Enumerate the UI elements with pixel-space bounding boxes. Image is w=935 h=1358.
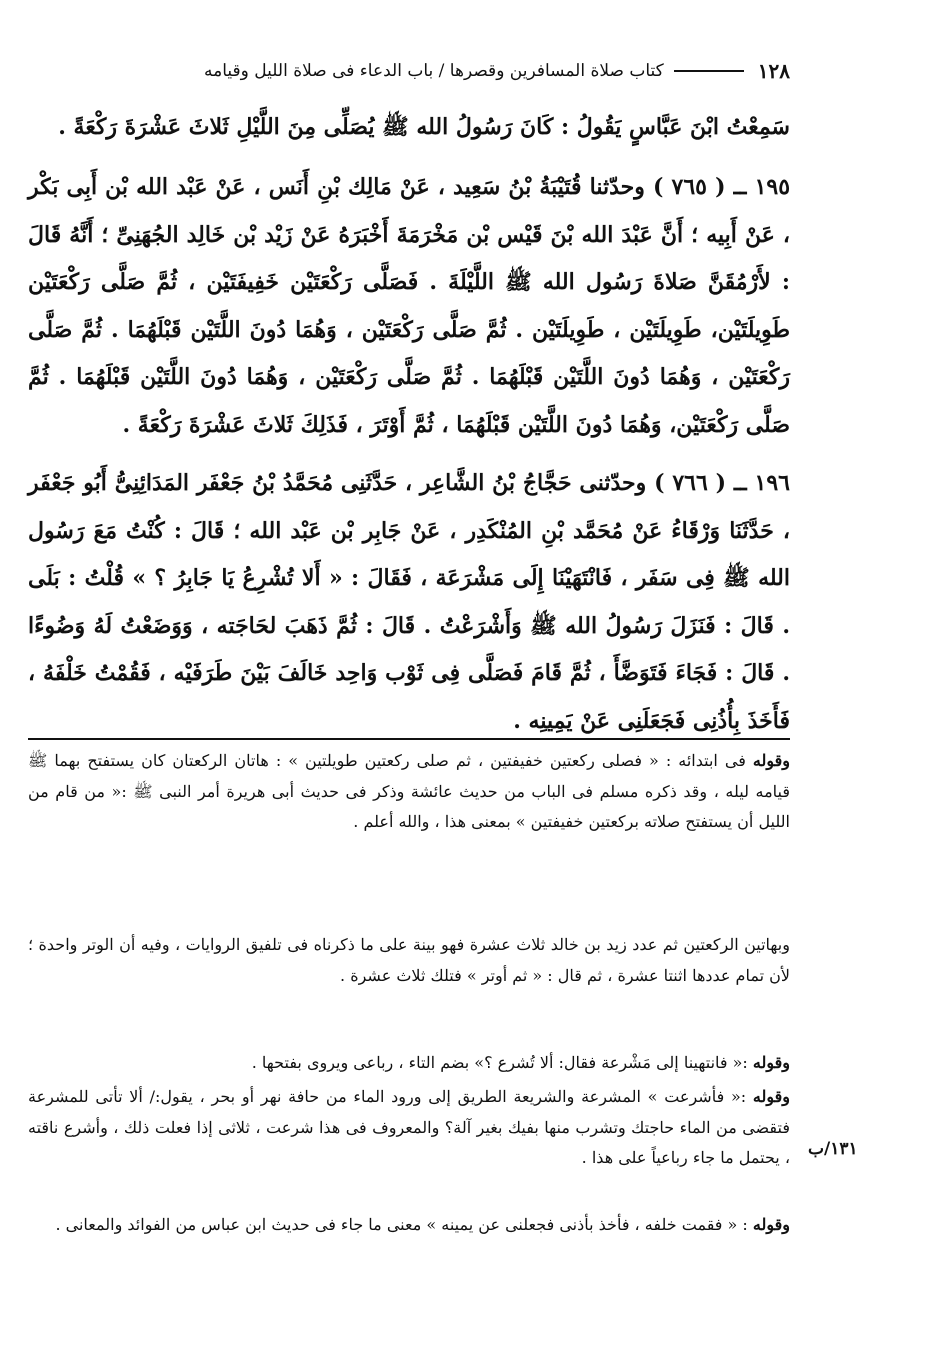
commentary-note [28,746,790,838]
commentary-note [28,1082,790,1174]
note-keyword: وقوله [752,1215,790,1234]
hadith-196-text: ١٩٦ ــ ( ٧٦٦ ) وحدّثنى حَجَّاجُ بْنُ الشَّاعِر ، حَدَّثَنِى مُحَمَّدُ بْنُ جَعْفَر المَدَائِنِىُّ أَبُو جَعْفَر ، حَدَّثَنَا وَرْقَاءُ عَنْ مُحَمَّد بْنِ المُنْكَدِر ، عَنْ جَابِر بْن عَبْد الله ؛ قَالَ : كُنْتُ مَعَ رَسُول الله ﷺ فِى سَفَر ، فَانْتَهَيْنَا إِلَى مَشْرَعَة ، فَقَالَ : « أَلا تُشْرِعُ يَا جَابِرُ ؟ » قُلْتُ : بَلَى . قَالَ : فَنَزَلَ رَسُولُ الله ﷺ وَأَشْرَعْتُ . قَالَ : ثُمَّ ذَهَبَ لحَاجَته ، وَوَضَعْتُ لَهُ وَضُوءًا . قَالَ : فَجَاءَ فَتَوَضَّأَ ، ثُمَّ قَامَ فَصَلَّى فِى ثَوْب وَاحِد خَالَفَ بَيْنَ طَرَفَيْه ، فَقُمْتُ خَلْفَهُ ، فَأَخَذَ بِأُذُنِى فَجَعَلَنِى عَنْ يَمِينِه . [28,470,790,734]
footnote-divider [28,738,790,740]
commentary-note [28,1048,790,1079]
commentary-note [28,930,790,991]
note-text: :« فأشرعت » المشرعة والشريعة الطريق إلى ورود الماء من حافة نهر أو بحر ، يقول:/ ألا تأتى للمشرعة فتقضى من الماء حاجتك وتشرب منها بفيك بغير آلة؟ والمعروف فى هذا شرعت ، ثلاثى إذا فعلت ذلك ، وأشرع ناقته ، يحتمل ما جاء رباعياً على هذا . [28,1087,790,1167]
note-text: وبهاتين الركعتين ثم عدد زيد بن خالد ثلاث عشرة فهو بينة على ما ذكرناه فى تلفيق الروايات ، وفيه أن الوتر واحدة ؛ لأن تمام عددها اثنتا عشرة ، ثم قال : « ثم أوتر » فتلك ثلاث عشرة . [28,935,790,985]
manuscript-folio-reference: ١٣١/ب [808,1139,858,1159]
hadith-196 [28,460,790,745]
hadith-195 [28,164,790,449]
running-title: كتاب صلاة المسافرين وقصرها / باب الدعاء فى صلاة الليل وقيامه [204,61,664,81]
note-text: :« فانتهينا إلى مَشْرعة فقال: ألا تُشرع ؟» بضم التاء ، رباعى ويروى بفتحها . [251,1053,748,1072]
commentary-note [28,1210,790,1241]
note-text: : « فقمت خلفه ، فأخذ بأذنى فجعلنى عن يمينه » معنى ما جاء فى حديث ابن عباس من الفوائد والمعانى . [55,1215,748,1234]
hadith-195-text: ١٩٥ ــ ( ٧٦٥ ) وحدّثنا قُتَيْبَةُ بْنُ سَعِيد ، عَنْ مَالِك بْنِ أَنَس ، عَنْ عَبْد الله بْن أَبِى بَكْر ، عَنْ أَبِيه ؛ أَنَّ عَبْدَ الله بْنَ قَيْس بْن مَخْرَمَةَ أَخْبَرَهُ عَنْ زَيْد بْن خَالِد الجُهَنِىِّ ؛ أَنَّهُ قَالَ : لأَرْمُقَنَّ صَلاةَ رَسُول الله ﷺ اللَّيْلَةَ . فَصَلَّى رَكْعَتَيْن خَفِيفَتَيْن ، ثُمَّ صَلَّى رَكْعَتَيْن طَوِيلَتَيْن، طَوِيلَتَيْن ، طَوِيلَتَيْن . ثُمَّ صَلَّى رَكْعَتَيْن ، وَهُمَا دُونَ اللَّتَيْن قَبْلَهُمَا . ثُمَّ صَلَّى رَكْعَتَيْن ، وَهُمَا دُونَ اللَّتَيْن قَبْلَهُمَا . ثُمَّ صَلَّى رَكْعَتَيْن ، وَهُمَا دُونَ اللَّتَيْن قَبْلَهُمَا . ثُمَّ صَلَّى رَكْعَتَيْن، وَهُمَا دُونَ اللَّتَيْن قَبْلَهُمَا ، ثُمَّ أَوْتَرَ ، فَذَلِكَ ثَلاثَ عَشْرَةَ رَكْعَةً . [28,174,791,438]
note-keyword: وقوله [752,751,790,770]
page-header [30,56,790,86]
hadith-continuation-text: سَمِعْتُ ابْنَ عَبَّاسٍ يَقُولُ : كَانَ رَسُولُ الله ﷺ يُصَلِّى مِنَ اللَّيْلِ ثَلاثَ عَشْرَةَ رَكْعَةً . [58,114,790,140]
note-keyword: وقوله [752,1053,790,1072]
page-number: ١٢٨ [757,59,790,83]
note-keyword: وقوله [752,1087,791,1106]
note-text: فى ابتدائه : « فصلى ركعتين خفيفتين ، ثم صلى ركعتين طويلتين » : هاتان الركعتان كان يستفتح بهما ﷺ قيامه ليله ، وقد ذكره مسلم فى الباب من حديث عائشة وذكر فى حديث أبى هريرة أمر النبى ﷺ :« من قام من الليل أن يستفتح صلاته بركعتين خفيفتين » بمعنى هذا ، والله أعلم . [28,751,790,831]
header-rule [674,70,744,72]
hadith-continuation [28,104,790,152]
